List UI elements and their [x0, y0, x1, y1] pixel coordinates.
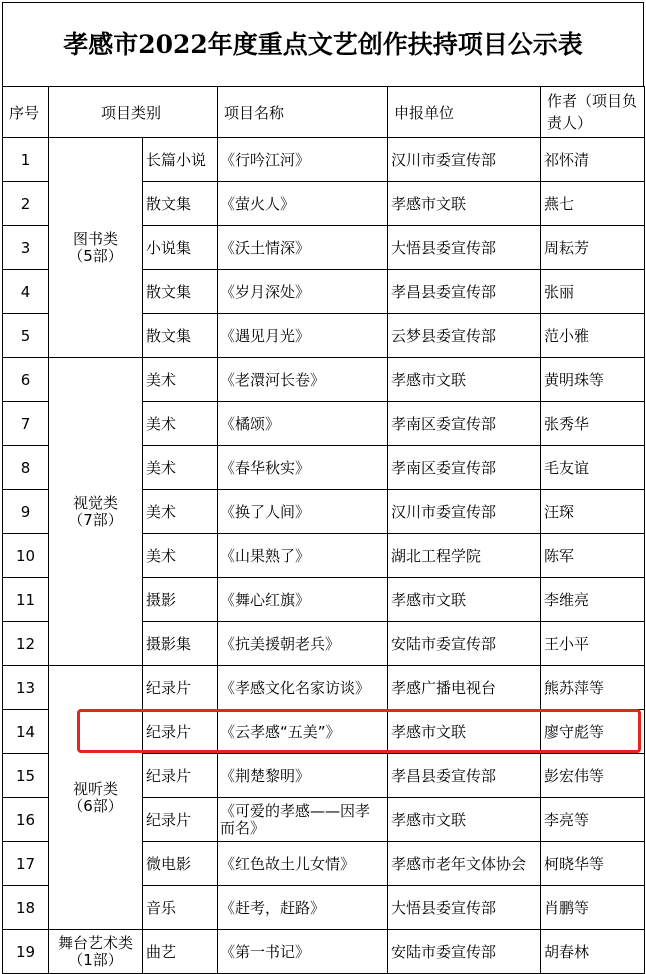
applicant-unit: 安陆市委宣传部: [388, 622, 541, 666]
project-name: 《孝感文化名家访谈》: [218, 666, 388, 710]
applicant-unit: 孝感市文联: [388, 798, 541, 842]
row-number: 12: [3, 622, 49, 666]
project-name: 《萤火人》: [218, 182, 388, 226]
project-type: 音乐: [143, 886, 218, 930]
row-number: 10: [3, 534, 49, 578]
row-number: 13: [3, 666, 49, 710]
author-name: 陈军: [541, 534, 645, 578]
row-number: 8: [3, 446, 49, 490]
project-type: 散文集: [143, 270, 218, 314]
project-name: 《赶考，赶路》: [218, 886, 388, 930]
applicant-unit: 孝感市文联: [388, 710, 541, 754]
author-name: 黄明珠等: [541, 358, 645, 402]
header-name: 项目名称: [218, 87, 388, 138]
table-row: [3, 666, 645, 710]
project-type: 美术: [143, 534, 218, 578]
author-name: 廖守彪等: [541, 710, 645, 754]
project-name: 《可爱的孝感——因孝而名》: [218, 798, 388, 842]
row-number: 6: [3, 358, 49, 402]
table-row: [3, 138, 645, 182]
project-name: 《行吟江河》: [218, 138, 388, 182]
project-name: 《橘颂》: [218, 402, 388, 446]
row-number: 14: [3, 710, 49, 754]
author-name: 彭宏伟等: [541, 754, 645, 798]
applicant-unit: 大悟县委宣传部: [388, 886, 541, 930]
author-name: 肖鹏等: [541, 886, 645, 930]
category-group: [49, 930, 143, 974]
author-name: 祁怀清: [541, 138, 645, 182]
author-name: 胡春林: [541, 930, 645, 974]
project-type: 美术: [143, 446, 218, 490]
row-number: 7: [3, 402, 49, 446]
header-unit: 申报单位: [388, 87, 541, 138]
project-type: 小说集: [143, 226, 218, 270]
project-name: 《抗美援朝老兵》: [218, 622, 388, 666]
category-group: [49, 358, 143, 666]
applicant-unit: 孝昌县委宣传部: [388, 270, 541, 314]
category-count: （6部）: [68, 796, 123, 815]
author-name: 李亮等: [541, 798, 645, 842]
author-name: 王小平: [541, 622, 645, 666]
project-type: 纪录片: [143, 754, 218, 798]
author-name: 熊苏萍等: [541, 666, 645, 710]
applicant-unit: 云梦县委宣传部: [388, 314, 541, 358]
applicant-unit: 孝感市文联: [388, 578, 541, 622]
project-type: 美术: [143, 490, 218, 534]
project-name: 《换了人间》: [218, 490, 388, 534]
category-label: 视听类: [72, 779, 118, 798]
category-label: 视觉类: [72, 493, 118, 512]
row-number: 15: [3, 754, 49, 798]
project-type: 微电影: [143, 842, 218, 886]
category-group: [49, 138, 143, 358]
author-name: 燕七: [541, 182, 645, 226]
category-group: [49, 666, 143, 930]
row-number: 9: [3, 490, 49, 534]
project-name: 《第一书记》: [218, 930, 388, 974]
project-type: 纪录片: [143, 710, 218, 754]
header-author: 作者（项目负责人）: [541, 87, 645, 138]
category-count: （7部）: [68, 510, 123, 529]
row-number: 5: [3, 314, 49, 358]
row-number: 11: [3, 578, 49, 622]
applicant-unit: 孝南区委宣传部: [388, 446, 541, 490]
applicant-unit: 孝南区委宣传部: [388, 402, 541, 446]
row-number: 16: [3, 798, 49, 842]
project-name: 《沃土情深》: [218, 226, 388, 270]
table-body: [3, 138, 645, 974]
category-label: 舞台艺术类: [57, 933, 133, 952]
applicant-unit: 汉川市委宣传部: [388, 138, 541, 182]
table-row: [3, 358, 645, 402]
author-name: 张丽: [541, 270, 645, 314]
project-type: 美术: [143, 358, 218, 402]
author-name: 毛友谊: [541, 446, 645, 490]
category-label: 图书类: [72, 229, 118, 248]
project-name: 《云孝感“五美”》: [218, 710, 388, 754]
project-name: 《老澴河长卷》: [218, 358, 388, 402]
row-number: 2: [3, 182, 49, 226]
row-number: 19: [3, 930, 49, 974]
applicant-unit: 安陆市委宣传部: [388, 930, 541, 974]
project-type: 曲艺: [143, 930, 218, 974]
project-type: 纪录片: [143, 666, 218, 710]
row-number: 4: [3, 270, 49, 314]
applicant-unit: 孝昌县委宣传部: [388, 754, 541, 798]
applicant-unit: 汉川市委宣传部: [388, 490, 541, 534]
row-number: 17: [3, 842, 49, 886]
author-name: 范小雅: [541, 314, 645, 358]
page-title: 孝感市2022年度重点文艺创作扶持项目公示表: [2, 2, 644, 86]
project-name: 《春华秋实》: [218, 446, 388, 490]
author-name: 周耘芳: [541, 226, 645, 270]
author-name: 汪琛: [541, 490, 645, 534]
applicant-unit: 孝感广播电视台: [388, 666, 541, 710]
project-type: 摄影集: [143, 622, 218, 666]
category-count: （1部）: [68, 950, 123, 969]
project-name: 《岁月深处》: [218, 270, 388, 314]
project-name: 《山果熟了》: [218, 534, 388, 578]
row-number: 1: [3, 138, 49, 182]
project-type: 长篇小说: [143, 138, 218, 182]
row-number: 18: [3, 886, 49, 930]
applicant-unit: 大悟县委宣传部: [388, 226, 541, 270]
project-type: 散文集: [143, 314, 218, 358]
project-type: 摄影: [143, 578, 218, 622]
project-name: 《舞心红旗》: [218, 578, 388, 622]
document-frame: [2, 2, 644, 974]
applicant-unit: 孝感市文联: [388, 358, 541, 402]
project-name: 《荆楚黎明》: [218, 754, 388, 798]
author-name: 柯晓华等: [541, 842, 645, 886]
table-row: [3, 930, 645, 974]
author-name: 李维亮: [541, 578, 645, 622]
author-name: 张秀华: [541, 402, 645, 446]
applicant-unit: 孝感市文联: [388, 182, 541, 226]
applicant-unit: 湖北工程学院: [388, 534, 541, 578]
project-name: 《红色故土儿女情》: [218, 842, 388, 886]
header-category: 项目类别: [49, 87, 218, 138]
project-table: [2, 86, 645, 974]
project-name: 《遇见月光》: [218, 314, 388, 358]
project-type: 散文集: [143, 182, 218, 226]
header-row: [3, 87, 645, 138]
project-type: 美术: [143, 402, 218, 446]
applicant-unit: 孝感市老年文体协会: [388, 842, 541, 886]
row-number: 3: [3, 226, 49, 270]
category-count: （5部）: [68, 246, 123, 265]
header-no: 序号: [3, 87, 49, 138]
project-type: 纪录片: [143, 798, 218, 842]
